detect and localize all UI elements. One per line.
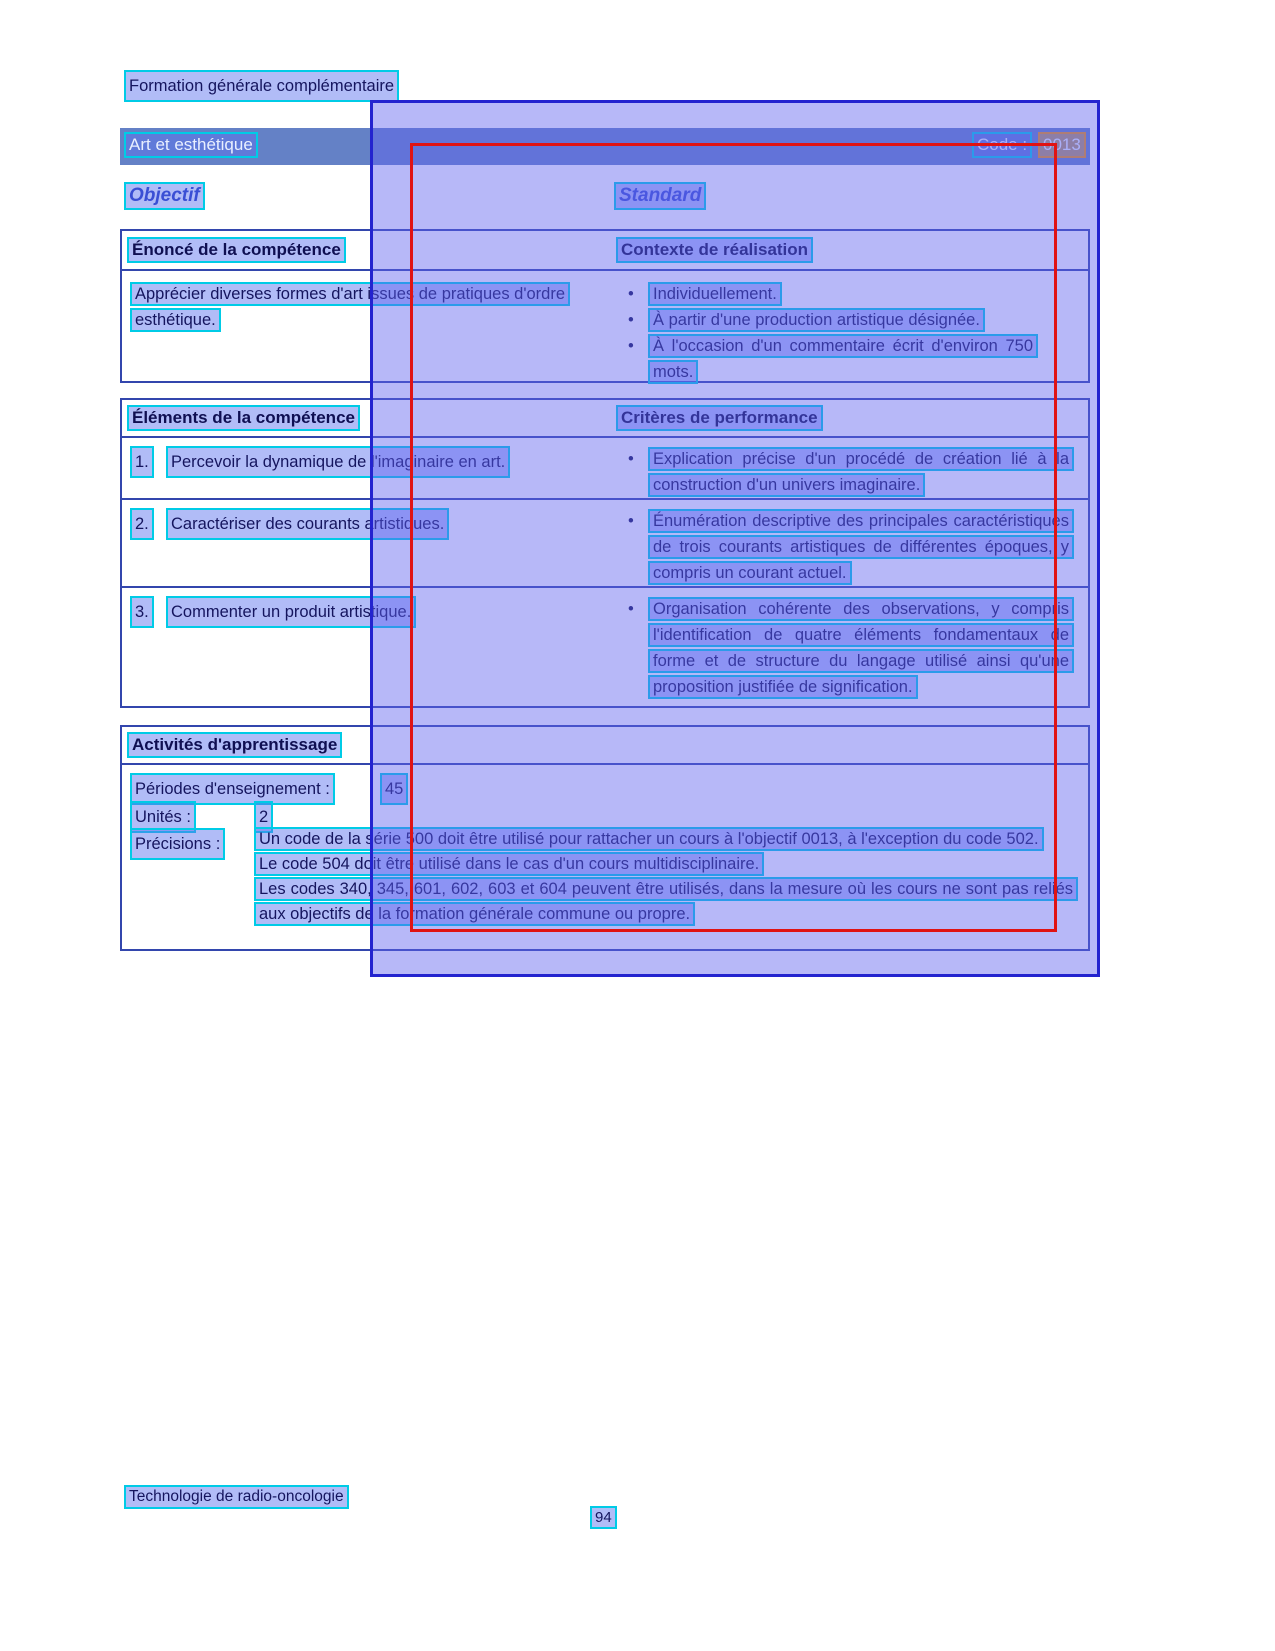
contexte-bullet: • Individuellement. [622, 281, 1038, 307]
contexte-header: Contexte de réalisation [616, 237, 813, 263]
contexte-bullet: • À l'occasion d'un commentaire écrit d'environ 750 mots. [622, 333, 1038, 385]
code-label: Code : [972, 132, 1032, 158]
enonce-header: Énoncé de la compétence [127, 237, 346, 263]
precisions-item: Les codes 340, 345, 601, 602, 603 et 604 peuvent être utilisés, dans la mesure où les cours ne sont pas reliés aux objectifs de la formation générale commune ou propre. [254, 877, 1078, 927]
page-number: 94 [590, 1506, 617, 1529]
element-row-2 [122, 500, 1088, 588]
element-number: 2. [130, 508, 154, 540]
periods-value: 45 [380, 773, 408, 805]
element-number: 1. [130, 446, 154, 478]
element-row-1 [122, 438, 1088, 500]
criteres-header: Critères de performance [616, 405, 823, 431]
criteria-list [622, 446, 1074, 498]
elements-table-header [122, 400, 1088, 438]
running-header: Formation générale complémentaire [124, 70, 399, 102]
objectif-heading: Objectif [124, 182, 205, 210]
contexte-bullet: • À partir d'une production artistique désignée. [622, 307, 1038, 333]
competence-statement-cell [130, 281, 600, 333]
units-label: Unités : [130, 801, 196, 833]
footer-text: Technologie de radio-oncologie [124, 1485, 349, 1509]
standard-heading: Standard [614, 182, 706, 210]
element-text: Percevoir la dynamique de l'imaginaire en art. [166, 446, 510, 478]
elements-table [120, 398, 1090, 708]
criteria-list [622, 596, 1074, 700]
element-number: 3. [130, 596, 154, 628]
contexte-bullet-list [622, 281, 1038, 385]
elements-header: Éléments de la compétence [127, 405, 360, 431]
precisions-item: Un code de la série 500 doit être utilisé pour rattacher un cours à l'objectif 0013, à l'exception du code 502. [254, 827, 1078, 852]
activities-table [120, 725, 1090, 951]
competence-table [120, 229, 1090, 383]
precisions-item: Le code 504 doit être utilisé dans le cas d'un cours multidisciplinaire. [254, 852, 1078, 877]
criteria-item: • Organisation cohérente des observations, y compris l'identification de quatre éléments fondamentaux de forme et de structure du langage utilisé ainsi qu'une proposition justifiée de signification. [622, 596, 1074, 700]
criteria-item: • Énumération descriptive des principales caractéristiques de trois courants artistiques de différentes époques, y compris un courant actuel. [622, 508, 1074, 586]
competence-table-header [122, 231, 1088, 271]
precisions-block [254, 827, 1078, 927]
element-text: Caractériser des courants artistiques. [166, 508, 449, 540]
title-band [120, 128, 1090, 165]
element-text: Commenter un produit artistique. [166, 596, 416, 628]
element-row-3 [122, 588, 1088, 708]
competence-statement: Apprécier diverses formes d'art issues de pratiques d'ordre esthétique. [130, 282, 570, 332]
activities-header: Activités d'apprentissage [127, 732, 342, 758]
precisions-label: Précisions : [130, 828, 225, 860]
course-title: Art et esthétique [124, 132, 258, 158]
units-value: 2 [254, 801, 273, 833]
criteria-item: • Explication précise d'un procédé de création lié à la construction d'un univers imaginaire. [622, 446, 1074, 498]
periods-label: Périodes d'enseignement : [130, 773, 335, 805]
code-value: 0013 [1038, 132, 1086, 158]
criteria-list [622, 508, 1074, 586]
activities-table-header [122, 727, 1088, 765]
